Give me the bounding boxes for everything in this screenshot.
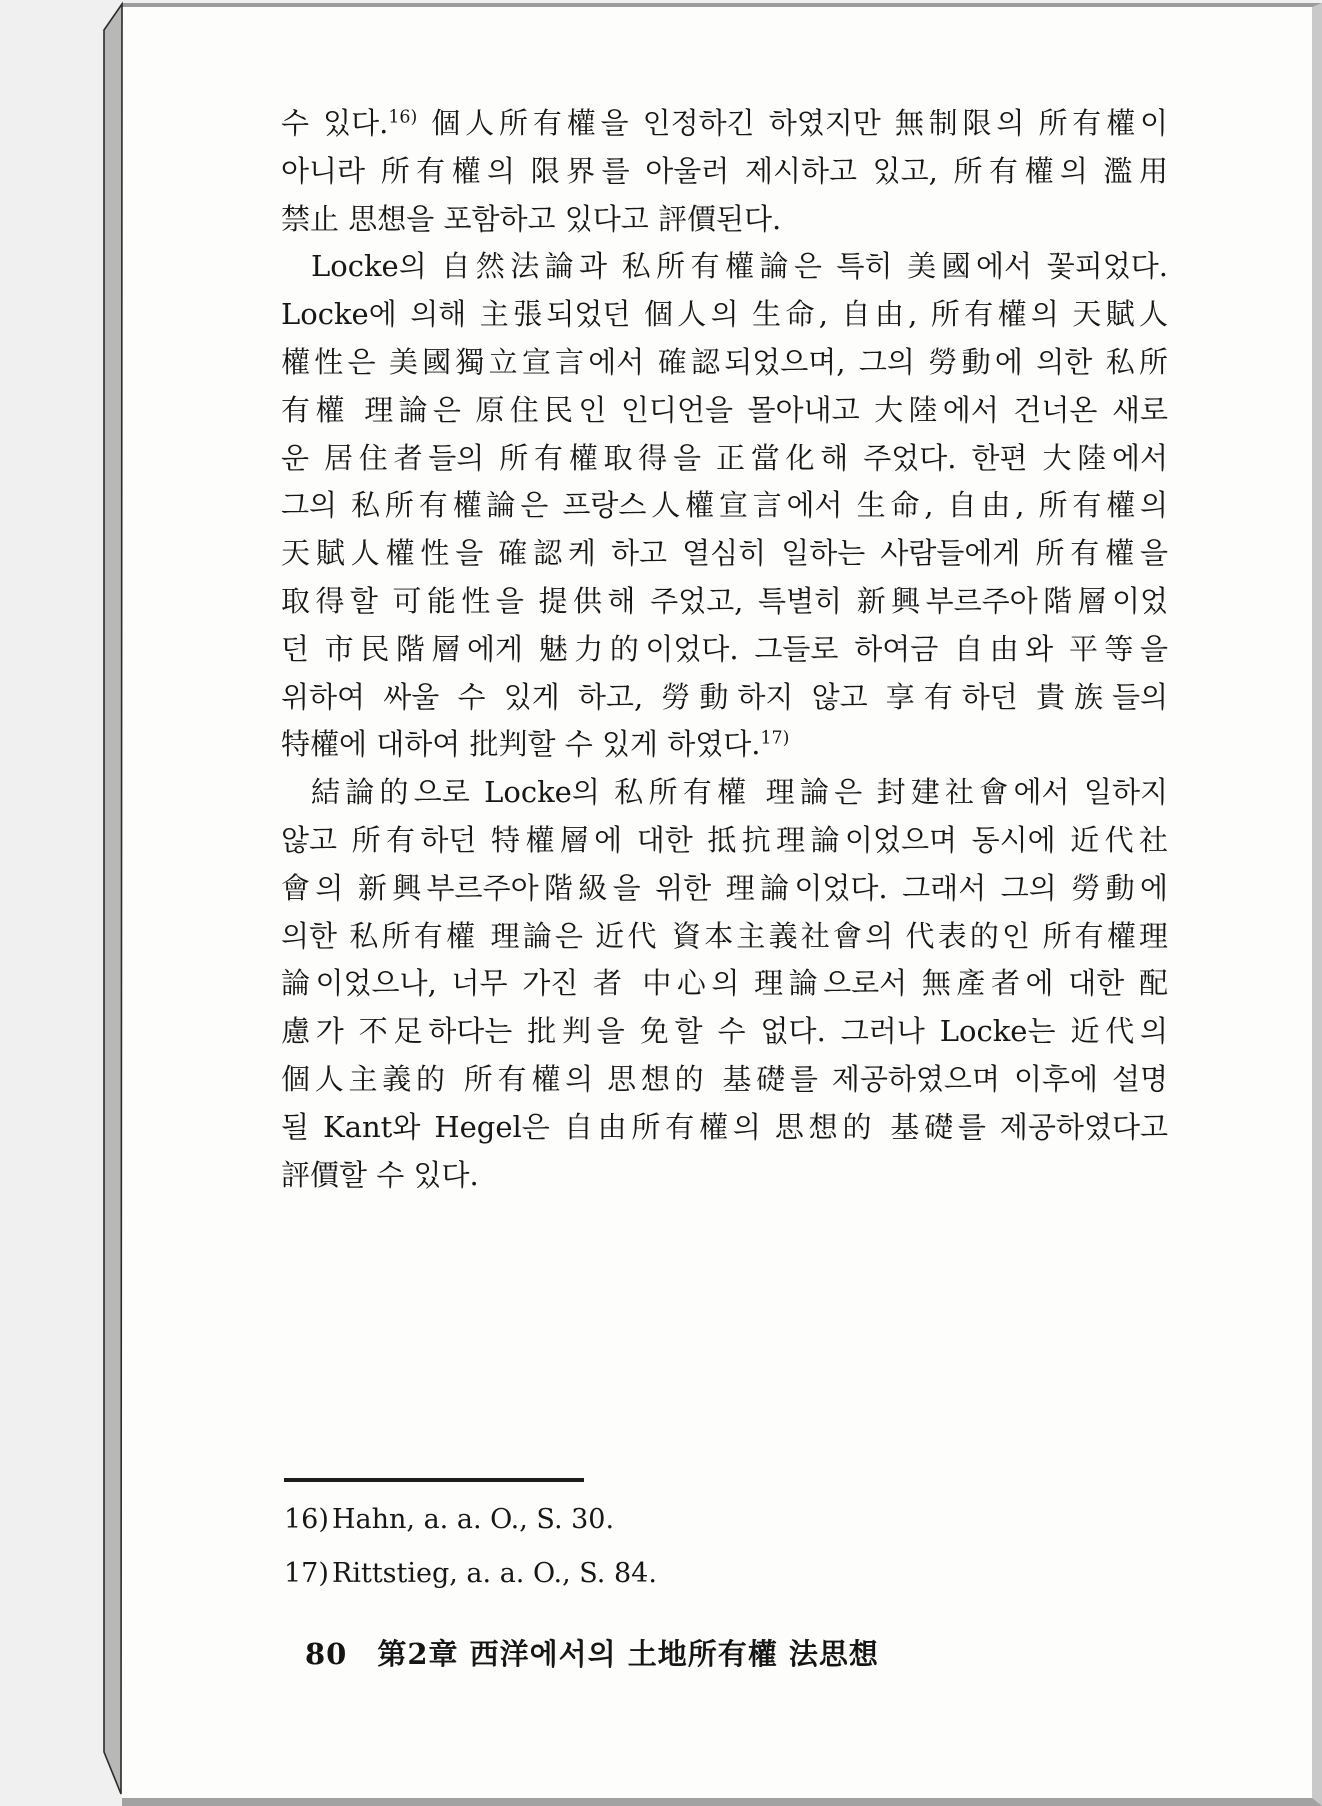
text-line: 않고 所有하던 特權層에 대한 抵抗理論이었으며 동시에 近代社 (281, 822, 1168, 857)
chapter-title: 第2章 西洋에서의 土地所有權 法思想 (377, 1637, 879, 1671)
text-line: 天賦人權性을 確認케 하고 열심히 일하는 사람들에게 所有權을 (281, 536, 1168, 571)
text-line: 위하여 싸울 수 있게 하고, 勞動하지 않고 享有하던 貴族들의 (281, 679, 1168, 714)
text-line: 有權 理論은 原住民인 인디언을 몰아내고 大陸에서 건너온 새로 (281, 392, 1168, 427)
text-line: 權性은 美國獨立宣言에서 確認되었으며, 그의 勞動에 의한 私所 (281, 344, 1168, 379)
footnote-label: 17) (284, 1558, 329, 1589)
text-line: 取得할 可能性을 提供해 주었고, 특별히 新興부르주아階層이었 (281, 583, 1168, 618)
text-line: Locke에 의해 主張되었던 個人의 生命, 自由, 所有權의 天賦人 (281, 297, 1168, 332)
text-line: 評價할 수 있다. (281, 1157, 479, 1192)
text-line: 個人主義的 所有權의 思想的 基礎를 제공하였으며 이후에 설명 (281, 1061, 1168, 1096)
footnote-label: 16) (284, 1504, 329, 1535)
text-line: 論이었으나, 너무 가진 者 中心의 理論으로서 無產者에 대한 配 (281, 966, 1168, 1001)
page-number: 80 (305, 1637, 348, 1671)
footnote-marker: 17) (760, 728, 790, 749)
footnote-text: Hahn, a. a. O., S. 30. (332, 1504, 615, 1535)
text-line: 禁止 思想을 포함하고 있다고 評價된다. (281, 201, 782, 236)
text-line: 아니라 所有權의 限界를 아울러 제시하고 있고, 所有權의 濫用 (281, 153, 1168, 188)
text-line: Locke의 自然法論과 私所有權論은 특히 美國에서 꽃피었다. (311, 249, 1168, 284)
text-line: 던 市民階層에게 魅力的이었다. 그들로 하여금 自由와 平等을 (281, 631, 1168, 666)
text-line: 會의 新興부르주아階級을 위한 理論이었다. 그래서 그의 勞動에 (281, 870, 1168, 905)
footnote-marker: 16) (388, 107, 418, 128)
text-line: 운 居住者들의 所有權取得을 正當化해 주었다. 한편 大陸에서 (281, 440, 1168, 475)
text-line: 될 Kant와 Hegel은 自由所有權의 思想的 基礎를 제공하였다고 (281, 1109, 1168, 1144)
text-line: 수 있다.$^{16)}$ 個人所有權을 인정하긴 하였지만 無制限의 所有權이 (281, 106, 1168, 140)
text-line: 그의 私所有權論은 프랑스人權宣言에서 生命, 自由, 所有權의 (281, 488, 1168, 523)
text-line: 의한 私所有權 理論은 近代 資本主義社會의 代表的인 所有權理 (281, 918, 1168, 953)
text-line: 特權에 대하여 批判할 수 있게 하였다.$^{17)}$ (281, 727, 790, 762)
text-line: 結論的으로 Locke의 私所有權 理論은 封建社會에서 일하지 (311, 775, 1168, 810)
footnote-text: Rittstieg, a. a. O., S. 84. (332, 1558, 657, 1589)
text-line: 慮가 不足하다는 批判을 免할 수 없다. 그러나 Locke는 近代의 (281, 1014, 1168, 1049)
